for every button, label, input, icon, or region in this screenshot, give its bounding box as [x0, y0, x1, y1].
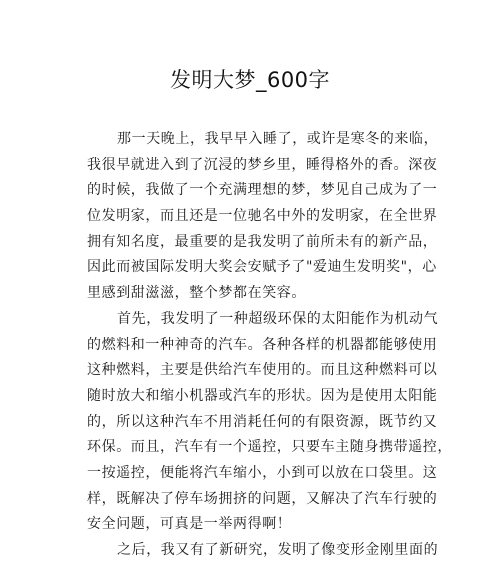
text-line: 一按遥控，便能将汽车缩小，小到可以放在口袋里。这	[87, 464, 438, 481]
text-line: 之后，我又有了新研究，发明了像变形金刚里面的	[117, 542, 439, 558]
text-line: 因此而被国际发明大奖会安赋予了"爱迪生发明奖"，心	[87, 259, 437, 276]
text-line: 的时候，我做了一个充满理想的梦，梦见自己成为了一	[87, 182, 438, 199]
text-line: 的，所以这种汽车不用消耗任何的有限资源，既节约又	[87, 413, 438, 430]
text-line: 里感到甜滋滋，整个梦都在笑容。	[87, 285, 306, 302]
text-line: 的燃料和一种神奇的汽车。各种各样的机器都能够使用	[87, 336, 438, 353]
text-line: 环保。而且，汽车有一个遥控，只要车主随身携带遥控，	[87, 439, 452, 456]
text-line: 安全问题，可真是一举两得啊！	[87, 516, 292, 533]
text-line: 位发明家，而且还是一位驰名中外的发明家，在全世界	[87, 208, 438, 225]
text-line: 拥有知名度，最重要的是我发明了前所未有的新产品，	[87, 233, 438, 250]
text-line: 随时放大和缩小机器或汽车的形状。因为是使用太阳能	[87, 387, 438, 404]
text-line: 那一天晚上，我早早入睡了，或许是寒冬的来临，	[117, 131, 439, 147]
text-line: 样，既解决了停车场拥挤的问题，又解决了汽车行驶的	[87, 490, 438, 507]
text-line: 这种燃料，主要是供给汽车使用的。而且这种燃料可以	[87, 362, 438, 379]
article-body	[87, 127, 452, 564]
text-line: 我很早就进入到了沉浸的梦乡里，睡得格外的香。深夜	[87, 156, 438, 173]
page-title: 发明大梦_600字	[169, 68, 331, 92]
text-line: 首先，我发明了一种超级环保的太阳能作为机动气	[117, 310, 439, 327]
